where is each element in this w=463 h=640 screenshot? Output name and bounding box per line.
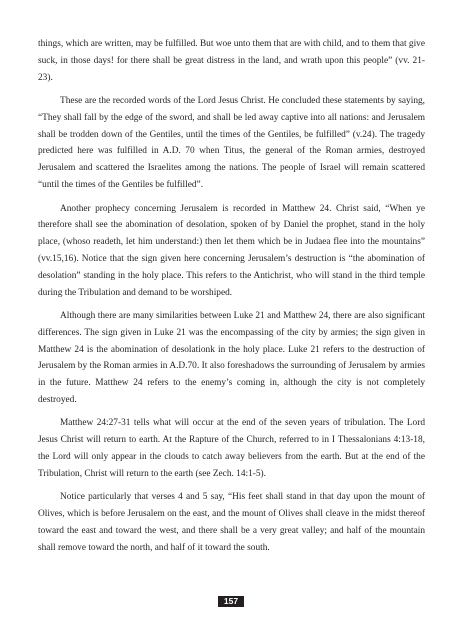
page-body-text — [38, 36, 425, 557]
paragraph-luke-matthew-comparison: Although there are many similarities between Luke 21 and Matthew 24, there are also significant differences. The sign given in Luke 21 was the encompassing of the city by armies; the sign given in Matthew 24 is the abomination of desolationk in the holy place. Luke 21 refers to the destruction of Jerusalem by the Roman armies in A.D.70. It also foreshadows the surrounding of Jerusalem by armies in the future. Matthew 24 refers to the enemy’s coming in, although the city is not completely destroyed. — [38, 311, 425, 405]
paragraph-mount-of-olives: Notice particularly that verses 4 and 5 say, “His feet shall stand in that day upon the mount of Olives, which is before Jerusalem on the east, and the mount of Olives shall cleave in the midst thereof toward the east and toward the west, and there shall be a very great valley; and half of the mountain shall remove toward the north, and half of it toward the south. — [38, 492, 425, 553]
paragraph-continuation: things, which are written, may be fulfilled. But woe unto them that are with child, and to them that give suck, in those days! for there shall be great distress in the land, and wrath upon this people” (vv. 21-23). — [38, 39, 425, 83]
paragraph-luke-21-words: These are the recorded words of the Lord Jesus Christ. He concluded these statements by saying, “They shall fall by the edge of the sword, and shall be led away captive into all nations: and Jerusalem shall be trodden down of the Gentiles, until the times of the Gentiles, be fulfilled” (v.24). The tragedy predicted here was fulfilled in A.D. 70 when Titus, the general of the Roman armies, destroyed Jerusalem and scattered the Israelites among the nations. The people of Israel will remain scattered “until the times of the Gentiles be fulfilled”. — [38, 96, 425, 191]
paragraph-matthew-24-prophecy: Another prophecy concerning Jerusalem is recorded in Matthew 24. Christ said, “When ye therefore shall see the abomination of desolation, spoken of by Daniel the prophet, stand in the holy place, (whoso readeth, let him understand:) then let them which be in Judaea flee into the mountains” (vv.15,16). Notice that the sign given here concerning Jerusalem’s destruction is “the abomination of desolation” standing in the holy place. This refers to the Antichrist, who will stand in the third temple during the Tribulation and demand to be worshiped. — [38, 203, 425, 298]
page-number: 157 — [218, 596, 244, 607]
paragraph-end-of-tribulation: Matthew 24:27-31 tells what will occur at the end of the seven years of tribulation. The Lord Jesus Christ will return to earth. At the Rapture of the Church, referred to in I Thessalonians 4:13-18, the Lord will only appear in the clouds to catch away believers from the earth. But at the end of the Tribulation, Christ will return to the earth (see Zech. 14:1-5). — [38, 418, 425, 479]
